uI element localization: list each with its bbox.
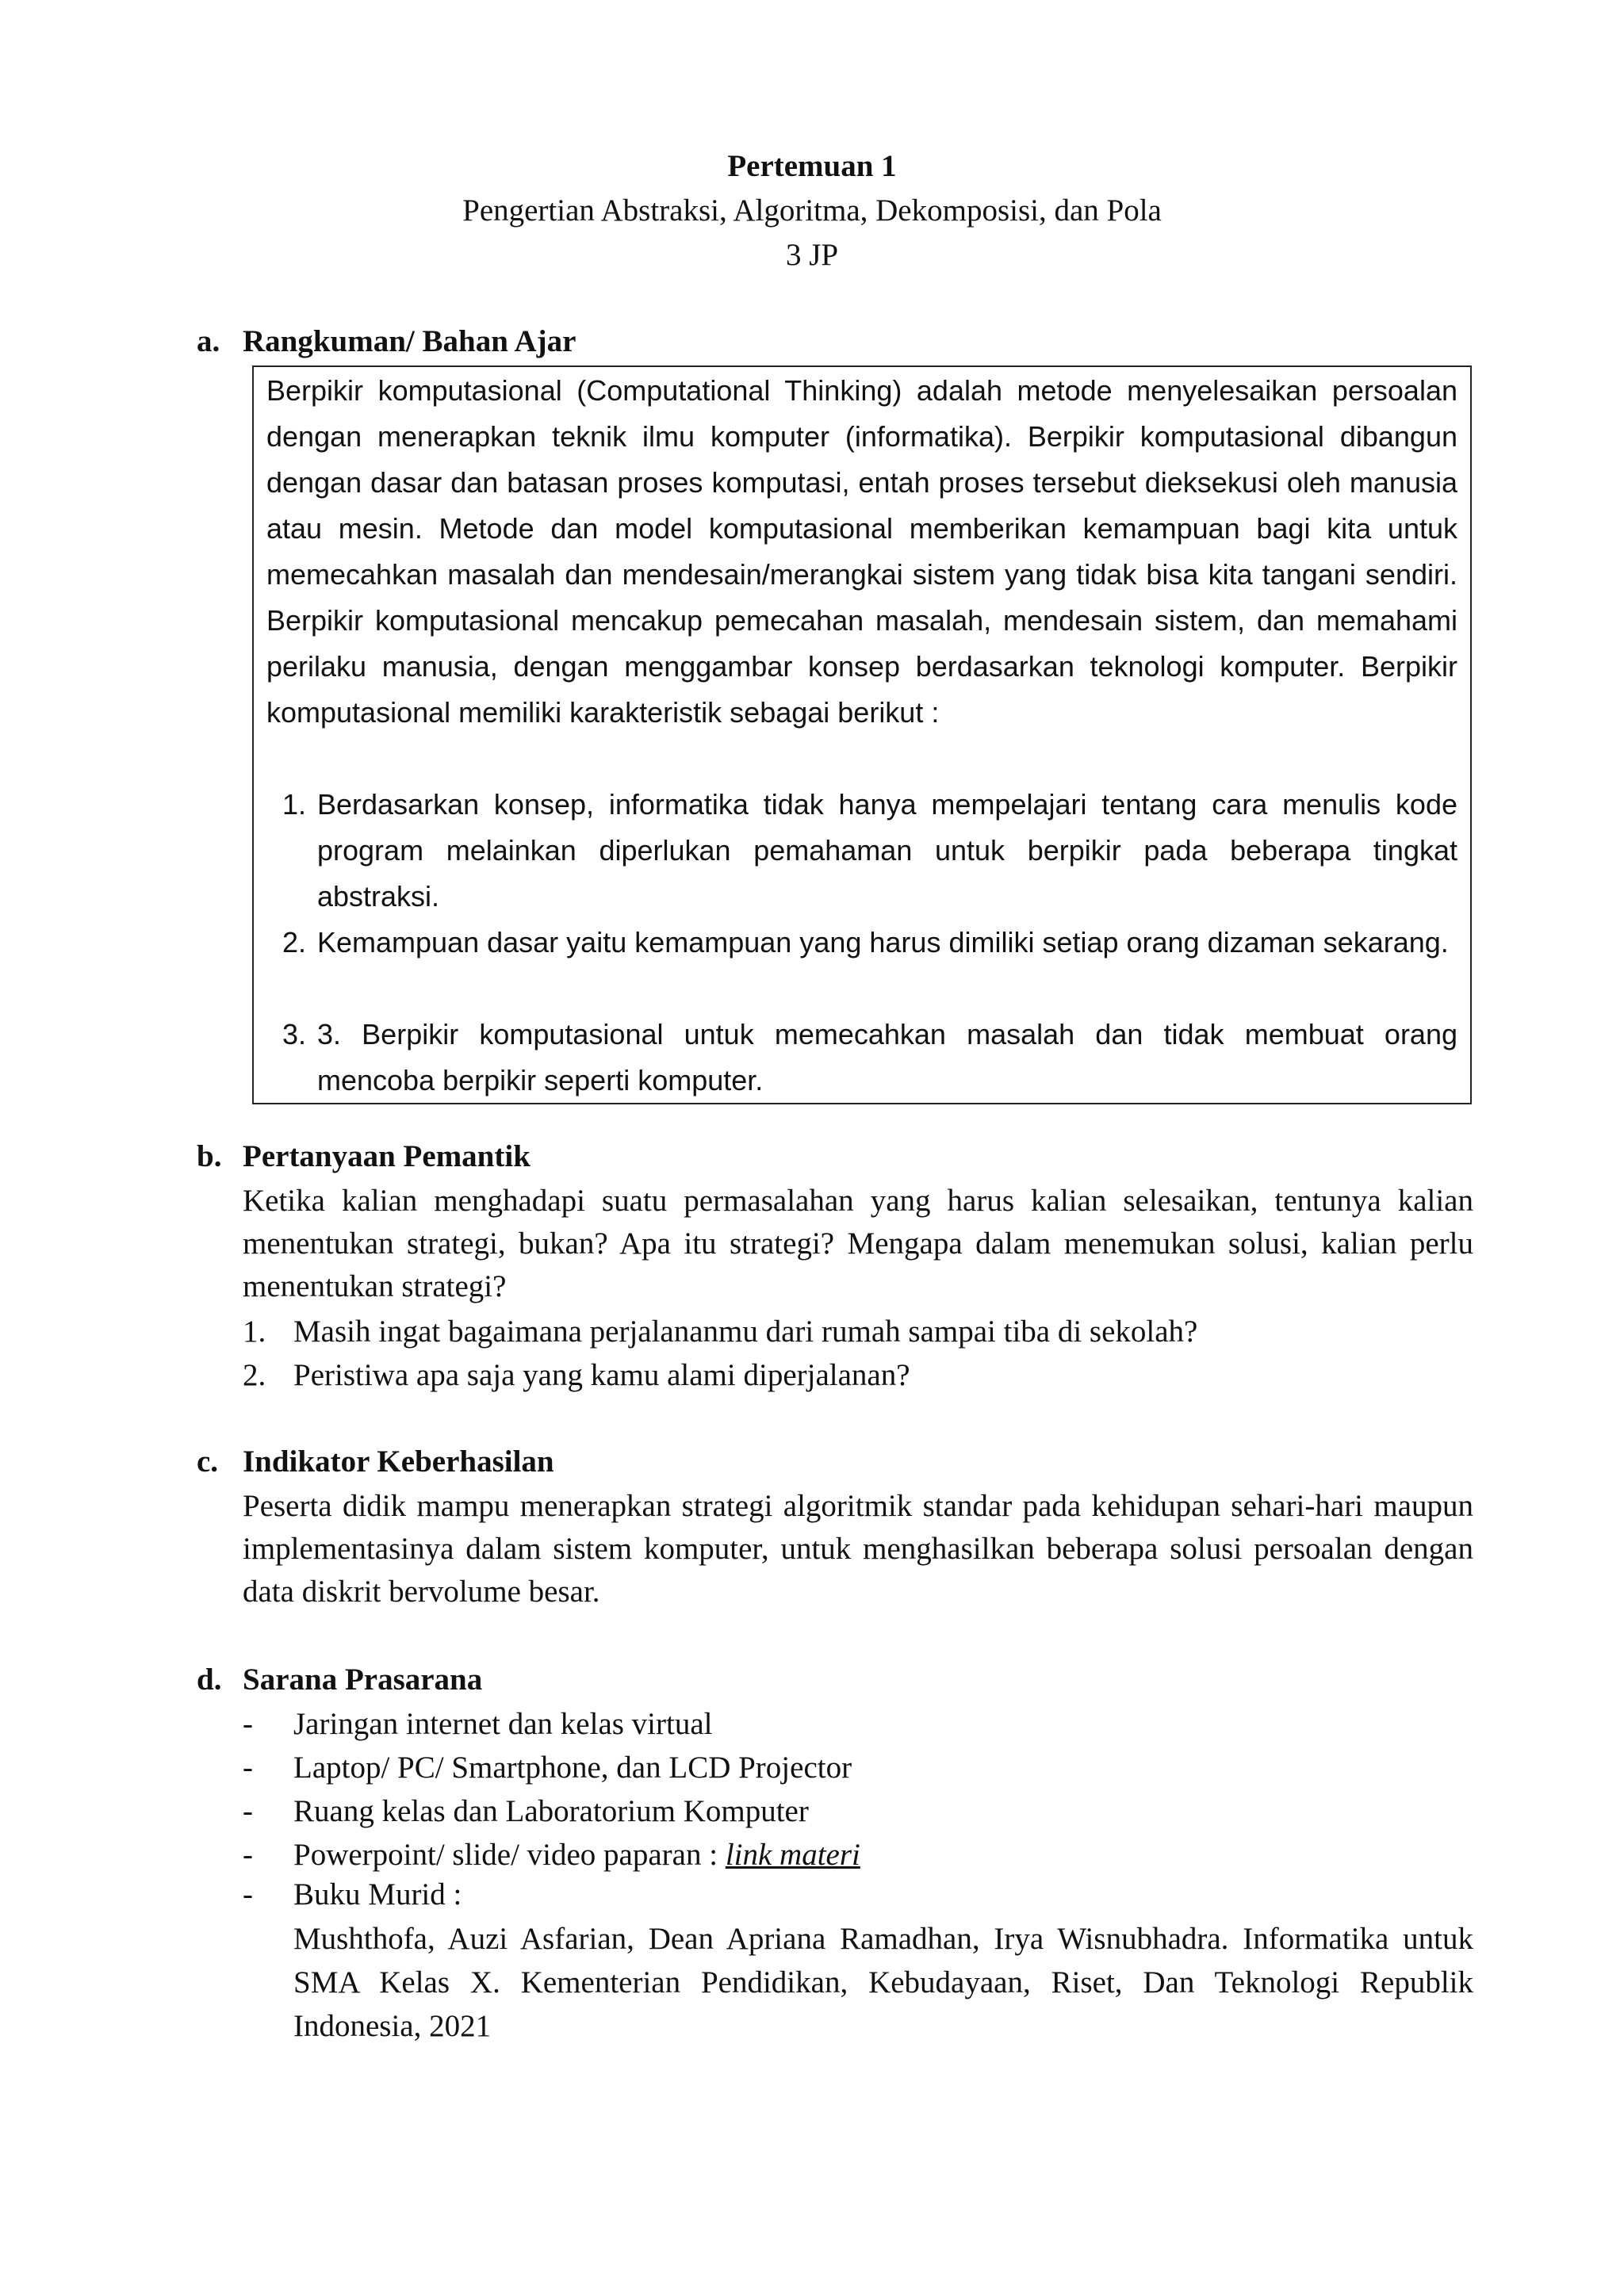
- dash-bullet: -: [243, 1707, 253, 1741]
- book-reference: Mushthofa, Auzi Asfarian, Dean Apriana Ramadhan, Irya Wisnubhadra. Informatika untuk SMA Kelas X. Kementerian Pendidikan, Kebudayaan, Riset, Dan Teknologi Republik Indonesia, 2021: [293, 1922, 1473, 2043]
- prompting-question-paragraph: Ketika kalian menghadapi suatu permasalahan yang harus kalian selesaikan, tentunya kalian menentukan strategi, bukan? Apa itu strategi? Mengapa dalam menemukan solusi, kalian perlu menentukan strategi?: [243, 1184, 1473, 1303]
- section-a-letter: a.: [197, 324, 220, 358]
- facility-item: [243, 1873, 1473, 1916]
- section-d-heading: [197, 1659, 482, 1701]
- section-b-title: Pertanyaan Pemantik: [243, 1139, 530, 1173]
- list-text: Masih ingat bagaimana perjalananmu dari rumah sampai tiba di sekolah?: [293, 1314, 1198, 1349]
- question-item: [243, 1354, 1473, 1397]
- summary-list-item: [282, 782, 1457, 920]
- list-number: 3.: [282, 1018, 306, 1050]
- summary-list-item: [282, 920, 1457, 966]
- list-text: Peristiwa apa saja yang kamu alami diperjalanan?: [293, 1358, 910, 1392]
- facility-item: [243, 1790, 1473, 1833]
- material-link[interactable]: link materi: [725, 1838, 860, 1872]
- meeting-title: Pertemuan 1: [727, 149, 897, 183]
- summary-paragraph: Berpikir komputasional (Computational Thinking) adalah metode menyelesaikan persoalan dengan menerapkan teknik ilmu komputer (informatika). Berpikir komputasional dibangun dengan dasar dan batasan proses komputasi, entah proses tersebut dieksekusi oleh manusia atau mesin. Metode dan model komputasional memberikan kemampuan bagi kita untuk memecahkan masalah dan mendesain/merangkai sistem yang tidak bisa kita tangani sendiri. Berpikir komputasional mencakup pemecahan masalah, mendesain sistem, dan memahami perilaku manusia, dengan menggambar konsep berdasarkan teknologi komputer. Berpikir komputasional memiliki karakteristik sebagai berikut :: [266, 374, 1457, 729]
- facility-text: Ruang kelas dan Laboratorium Komputer: [293, 1794, 809, 1828]
- dash-bullet: -: [243, 1838, 253, 1872]
- list-number: 1.: [282, 788, 306, 821]
- section-b-letter: b.: [197, 1139, 222, 1173]
- success-indicator-paragraph: Peserta didik mampu menerapkan strategi algoritmik standar pada kehidupan sehari-hari maupun implementasinya dalam sistem komputer, untuk menghasilkan beberapa solusi persoalan dengan data diskrit bervolume besar.: [243, 1489, 1473, 1609]
- facility-item: [243, 1834, 1473, 1877]
- section-d-letter: d.: [197, 1663, 222, 1697]
- facility-item: [243, 1747, 1473, 1789]
- list-text: 3. Berpikir komputasional untuk memecahkan masalah dan tidak membuat orang mencoba berpikir seperti komputer.: [317, 1018, 1457, 1096]
- facility-text: Laptop/ PC/ Smartphone, dan LCD Projector: [293, 1751, 852, 1785]
- summary-list-item: [282, 1012, 1457, 1104]
- facility-text: Buku Murid :: [293, 1877, 462, 1911]
- section-c-letter: c.: [197, 1445, 219, 1479]
- section-c-heading: [197, 1441, 554, 1483]
- dash-bullet: -: [243, 1751, 253, 1785]
- list-text: Kemampuan dasar yaitu kemampuan yang harus dimiliki setiap orang dizaman sekarang.: [317, 926, 1449, 959]
- meeting-duration: 3 JP: [785, 238, 839, 272]
- section-d-title: Sarana Prasarana: [243, 1663, 483, 1697]
- list-text: Berdasarkan konsep, informatika tidak hanya mempelajari tentang cara menulis kode program melainkan diperlukan pemahaman untuk berpikir pada beberapa tingkat abstraksi.: [317, 788, 1457, 913]
- section-a-heading: [197, 321, 576, 362]
- list-number: 1.: [243, 1314, 266, 1349]
- question-item: [243, 1311, 1473, 1353]
- meeting-subtitle: Pengertian Abstraksi, Algoritma, Dekomposisi, dan Pola: [462, 193, 1162, 228]
- list-number: 2.: [282, 926, 306, 959]
- section-c-title: Indikator Keberhasilan: [243, 1445, 554, 1479]
- dash-bullet: -: [243, 1877, 253, 1911]
- list-number: 2.: [243, 1358, 266, 1392]
- facility-text: Jaringan internet dan kelas virtual: [293, 1707, 713, 1741]
- facility-item: [243, 1703, 1473, 1746]
- dash-bullet: -: [243, 1794, 253, 1828]
- section-b-heading: [197, 1136, 530, 1177]
- facility-text: Powerpoint/ slide/ video paparan :: [293, 1838, 726, 1872]
- section-a-title: Rangkuman/ Bahan Ajar: [243, 324, 576, 358]
